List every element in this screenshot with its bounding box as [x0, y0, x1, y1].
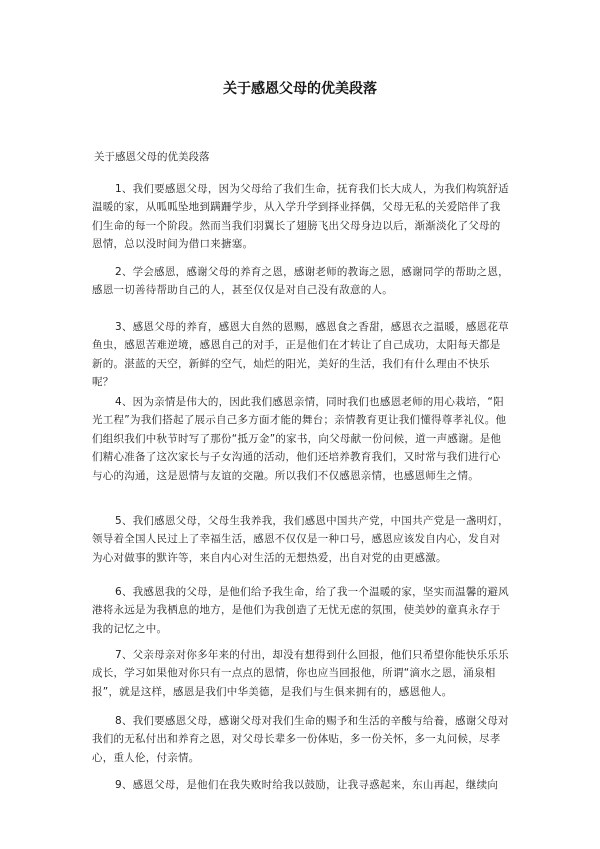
paragraph-9: 9、感恩父母，是他们在我失败时给我以鼓励，让我寻惑起来，东山再起，继续向 [115, 779, 499, 791]
paragraph-2: 2、学会感恩，感谢父母的养育之恩，感谢老师的教诲之恩，感谢同学的帮助之恩，感恩一切善待帮助自己的人，甚至仅仅是对自己没有敌意的人。 [92, 266, 509, 297]
document-title: 关于感恩父母的优美段落 [223, 81, 377, 97]
document-subtitle: 关于感恩父母的优美段落 [94, 151, 210, 163]
paragraph-5: 5、我们感恩父母，父母生我养我，我们感恩中国共产党，中国共产党是一盏明灯，领导着全国人民过上了幸福生活，感恩不仅仅是一种口号，感恩应该发自内心，发自对为心对做事的默许等，来自内心对生活的无想热爱，出自对党的由更感激。 [92, 515, 509, 564]
paragraph-1: 1、我们要感恩父母，因为父母给了我们生命，抚育我们长大成人，为我们构筑舒适温暖的家，从呱呱坠地到蹒跚学步，从入学升学到择业择偶，父母无私的关爱陪伴了我们生命的每一个阶段。然而当我们羽翼长了翅膀飞出父母身边以后，渐渐淡化了父母的恩情，总以没时间为借口来搪塞。 [92, 183, 509, 251]
paragraph-7: 7、父亲母亲对你多年来的付出，却没有想得到什么回报，他们只希望你能快乐乐乐成长，学习如果他对你只有一点点的恩情，你也应当回报他，所谓“滴水之恩，涌泉相报”，就是这样，感恩是我们中华美德，是我们与生俱来拥有的，感恩他人。 [92, 649, 509, 698]
paragraph-8: 8、我们要感恩父母，感谢父母对我们生命的赐予和生活的辛酸与给養，感谢父母对我们的无私付出和养育之恩，对父母长辈多一份体贴，多一份关怀，多一丸问候，尽孝心，重人伦，付亲情。 [92, 715, 509, 764]
paragraph-3: 3、感恩父母的养育，感恩大自然的恩赐，感恩食之香甜，感恩衣之温暖，感恩花草鱼虫，感恩苦难逆境，感恩自己的对手，正是他们在才转让了自己成功，太阳每天都是新的。湛蓝的天空，新鲜的空气，灿烂的阳光，美好的生活，我们有什么理由不快乐呢？ [92, 321, 509, 389]
paragraph-4: 4、因为亲情是伟大的，因此我们感恩亲情，同时我们也感恩老师的用心栽培，“阳光工程”为我们搭起了展示自己多方面才能的舞台；亲情教育更让我们懂得尊孝礼仪。他们组织我们中秋节时写了那份“抵万金”的家书，向父母献一份问候，道一声感谢。是他们精心准备了这次家长与子女沟通的活动，他们还培养教育我们，又时常与我们进行心与心的沟通，这是恩情与友谊的交融。所以我们不仅感恩亲情，也感恩师生之情。 [92, 396, 507, 482]
paragraph-6: 6、我感恩我的父母，是他们给予我生命，给了我一个温暖的家，坚实而温馨的避风港将永远是为我栖息的地方，是他们为我创造了无忧无虑的氛围，使美妙的童真永存于我的记忆之中。 [92, 586, 509, 635]
